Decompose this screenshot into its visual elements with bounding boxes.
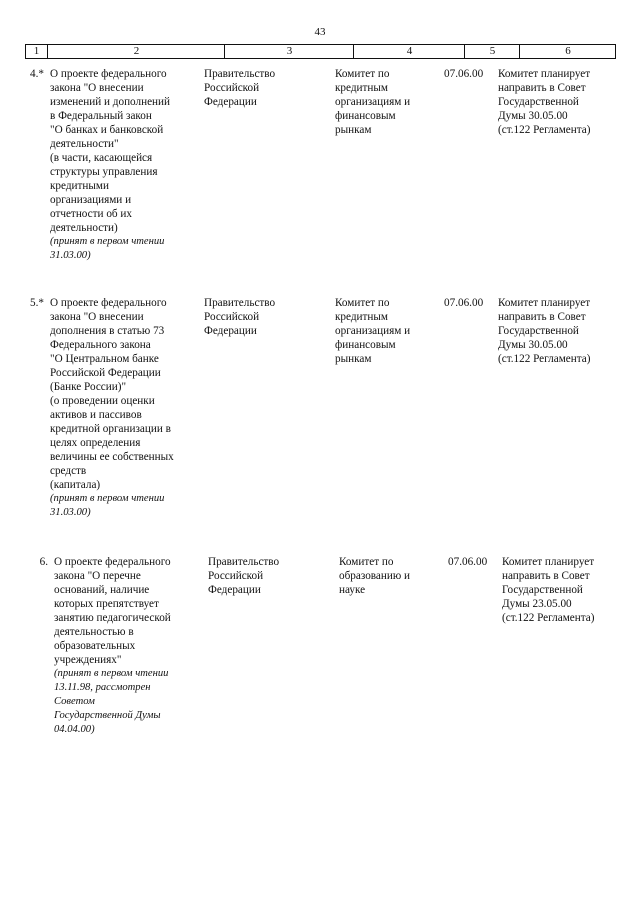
committee-line: образованию и: [339, 570, 411, 582]
initiator-line: Федерации: [208, 584, 261, 596]
reading-status-note: 04.04.00): [54, 724, 95, 735]
bill-title-line: оснований, наличие: [54, 584, 150, 596]
plan-line: направить в Совет: [498, 311, 586, 323]
column-header-5: 5: [464, 45, 520, 58]
bill-title-line: закона "О внесении: [50, 82, 144, 94]
plan-line: (ст.122 Регламента): [498, 124, 591, 136]
bill-title-line: отчетности об их: [50, 208, 132, 220]
reading-status-note: 31.03.00): [50, 250, 91, 261]
bill-title-line: структуры управления: [50, 166, 158, 178]
bill-title-line: "О банках и банковской: [50, 124, 164, 136]
reading-status-note: (принят в первом чтении: [54, 668, 169, 679]
plan-status: [502, 555, 624, 625]
bill-title-line: которых препятствует: [54, 598, 159, 610]
bill-title-line: деятельностью в: [54, 626, 134, 638]
bill-title-line: кредитной организации в: [50, 423, 171, 435]
column-header-3: 3: [224, 45, 354, 58]
column-header-1: 1: [33, 45, 40, 57]
bill-title: [50, 296, 202, 520]
bill-title-line: (Банке России)": [50, 381, 127, 393]
bill-title-line: деятельности): [50, 222, 118, 234]
bill-title-line: закона "О внесении: [50, 311, 144, 323]
responsible-committee: [335, 67, 439, 137]
committee-line: кредитным: [335, 82, 388, 94]
bill-title-line: активов и пассивов: [50, 409, 142, 421]
column-header-2: 2: [47, 45, 225, 58]
initiator-line: Правительство: [204, 68, 276, 80]
plan-line: Комитет планирует: [502, 556, 595, 568]
bill-title-line: изменений и дополнений: [50, 96, 171, 108]
plan-line: (ст.122 Регламента): [498, 353, 591, 365]
initiator-line: Правительство: [208, 556, 280, 568]
initiator-line: Российской: [204, 82, 260, 94]
date: 07.06.00: [444, 68, 484, 80]
plan-line: Государственной: [502, 584, 583, 596]
plan-line: Государственной: [498, 325, 579, 337]
bill-title-line: закона "О перечне: [54, 570, 141, 582]
bill-title-line: Российской Федерации: [50, 367, 161, 379]
bill-title-line: дополнения в статью 73: [50, 325, 165, 337]
committee-line: Комитет по: [335, 297, 390, 309]
bill-title-line: "О Центральном банке: [50, 353, 159, 365]
bill-title-line: занятию педагогической: [54, 612, 171, 624]
row-number: 6.: [39, 556, 48, 568]
initiator-line: Российской: [208, 570, 264, 582]
reading-status-note: Государственной Думы: [54, 710, 161, 721]
plan-status: [498, 296, 620, 366]
committee-line: Комитет по: [335, 68, 390, 80]
plan-line: Думы 23.05.00: [502, 598, 572, 610]
plan-line: Думы 30.05.00: [498, 339, 568, 351]
bill-title-line: кредитными: [50, 180, 109, 192]
table-header-row: [25, 44, 616, 59]
bill-title-line: средств: [50, 465, 87, 477]
reading-status-note: 13.11.98, рассмотрен: [54, 682, 151, 693]
column-header-6: 6: [519, 45, 616, 58]
plan-line: направить в Совет: [498, 82, 586, 94]
bill-title-line: (в части, касающейся: [50, 152, 153, 164]
initiator-line: Федерации: [204, 325, 257, 337]
reading-status-note: (принят в первом чтении: [50, 236, 165, 247]
initiator-line: Российской: [204, 311, 260, 323]
page-number: 43: [314, 26, 326, 38]
committee-line: организациям и: [335, 325, 411, 337]
bill-title-line: в Федеральный закон: [50, 110, 152, 122]
committee-line: финансовым: [335, 110, 396, 122]
initiator: [208, 555, 332, 597]
row-number: 5.*: [30, 297, 44, 309]
initiator-line: Федерации: [204, 96, 257, 108]
bill-title-line: деятельности": [50, 138, 119, 150]
bill-title-line: О проекте федерального: [50, 297, 167, 309]
committee-line: организациям и: [335, 96, 411, 108]
plan-line: направить в Совет: [502, 570, 590, 582]
bill-title: [50, 67, 202, 263]
date: 07.06.00: [448, 556, 488, 568]
plan-line: Государственной: [498, 96, 579, 108]
reading-status-note: (принят в первом чтении: [50, 493, 165, 504]
bill-title-line: О проекте федерального: [54, 556, 171, 568]
responsible-committee: [335, 296, 439, 366]
plan-line: Комитет планирует: [498, 68, 591, 80]
bill-title-line: величины ее собственных: [50, 451, 174, 463]
row-number: 4.*: [30, 68, 44, 80]
committee-line: кредитным: [335, 311, 388, 323]
bill-title-line: образовательных: [54, 640, 136, 652]
committee-line: науке: [339, 584, 366, 596]
committee-line: рынкам: [335, 353, 372, 365]
bill-title: [54, 555, 206, 737]
bill-title-line: целях определения: [50, 437, 141, 449]
bill-title-line: Федерального закона: [50, 339, 151, 351]
date: 07.06.00: [444, 297, 484, 309]
initiator-line: Правительство: [204, 297, 276, 309]
committee-line: финансовым: [335, 339, 396, 351]
bill-title-line: учреждениях": [54, 654, 122, 666]
bill-title-line: (капитала): [50, 479, 101, 491]
committee-line: Комитет по: [339, 556, 394, 568]
initiator: [204, 296, 328, 338]
bill-title-line: (о проведении оценки: [50, 395, 155, 407]
column-header-4: 4: [353, 45, 465, 58]
plan-line: Думы 30.05.00: [498, 110, 568, 122]
reading-status-note: Советом: [54, 696, 95, 707]
responsible-committee: [339, 555, 443, 597]
reading-status-note: 31.03.00): [50, 507, 91, 518]
plan-line: Комитет планирует: [498, 297, 591, 309]
bill-title-line: О проекте федерального: [50, 68, 167, 80]
plan-status: [498, 67, 620, 137]
bill-title-line: организациями и: [50, 194, 132, 206]
plan-line: (ст.122 Регламента): [502, 612, 595, 624]
initiator: [204, 67, 328, 109]
committee-line: рынкам: [335, 124, 372, 136]
